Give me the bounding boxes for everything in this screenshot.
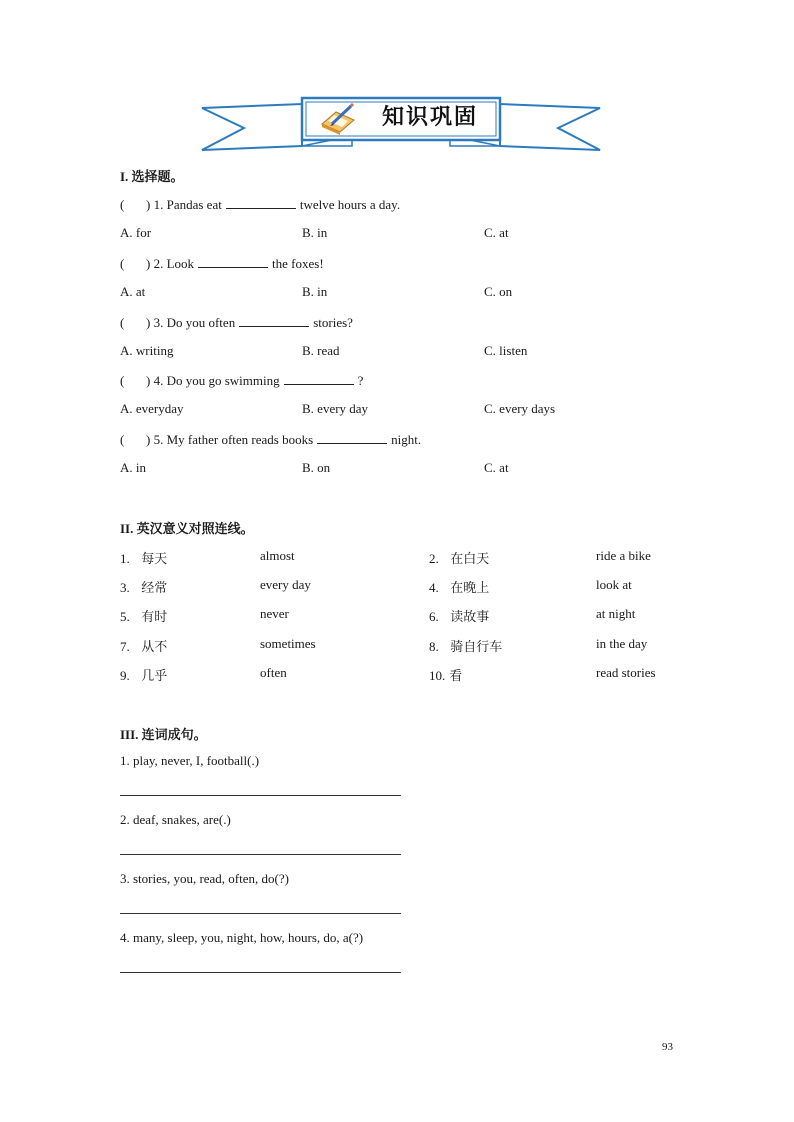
option-c: C. at (484, 225, 509, 240)
match-left-en: every day (260, 577, 311, 592)
answer-blank[interactable] (317, 431, 387, 444)
match-left-cn: 9. 几乎 (120, 668, 168, 684)
option-a: A. everyday (120, 401, 184, 416)
question-3: ( ) 3. Do you often stories? (120, 315, 353, 330)
section-1-heading: I. 选择题。 (120, 169, 184, 184)
option-b: B. in (302, 225, 328, 240)
option-b: B. every day (302, 401, 369, 416)
banner-title: 知识巩固 (382, 105, 479, 130)
option-b: B. on (302, 460, 331, 475)
match-left-en: almost (260, 548, 295, 563)
match-left-en: sometimes (260, 636, 316, 651)
option-c: C. every days (484, 401, 556, 416)
answer-line[interactable] (120, 971, 401, 973)
match-right-cn: 10. 看 (429, 668, 463, 684)
question-4: ( ) 4. Do you go swimming ? (120, 373, 364, 388)
answer-blank[interactable] (284, 372, 354, 385)
answer-blank[interactable] (198, 255, 268, 268)
question-2: ( ) 2. Look the foxes! (120, 256, 324, 271)
match-right-cn: 6. 读故事 (429, 609, 490, 625)
match-left-cn: 5. 有时 (120, 609, 168, 625)
option-c: C. at (484, 460, 509, 475)
option-a: A. writing (120, 343, 174, 358)
word-order-item-3: 3. stories, you, read, often, do(?) (120, 871, 289, 886)
page-number: 93 (662, 1041, 673, 1053)
answer-line[interactable] (120, 912, 401, 914)
match-right-en: at night (596, 606, 636, 621)
answer-blank[interactable] (239, 314, 309, 327)
match-right-cn: 2. 在白天 (429, 551, 490, 567)
match-right-cn: 4. 在晚上 (429, 580, 490, 596)
answer-line[interactable] (120, 794, 401, 796)
section-2-heading: II. 英汉意义对照连线。 (120, 521, 254, 536)
option-b: B. read (302, 343, 340, 358)
section-3-heading: III. 连词成句。 (120, 727, 207, 742)
option-a: A. at (120, 284, 146, 299)
word-order-item-2: 2. deaf, snakes, are(.) (120, 812, 231, 827)
match-right-cn: 8. 骑自行车 (429, 639, 503, 655)
match-left-cn: 1. 每天 (120, 551, 168, 567)
match-left-cn: 3. 经常 (120, 580, 168, 596)
match-right-en: ride a bike (596, 548, 651, 563)
word-order-item-1: 1. play, never, I, football(.) (120, 753, 260, 768)
option-c: C. on (484, 284, 513, 299)
match-left-cn: 7. 从不 (120, 639, 168, 655)
match-right-en: look at (596, 577, 632, 592)
notebook-pencil-icon (318, 102, 358, 138)
word-order-item-4: 4. many, sleep, you, night, how, hours, do, a(?) (120, 930, 364, 945)
question-5: ( ) 5. My father often reads books night. (120, 432, 422, 447)
question-1: ( ) 1. Pandas eat twelve hours a day. (120, 197, 401, 212)
match-right-en: in the day (596, 636, 648, 651)
option-c: C. listen (484, 343, 528, 358)
match-right-en: read stories (596, 665, 656, 680)
option-a: A. for (120, 225, 152, 240)
answer-blank[interactable] (226, 196, 296, 209)
option-b: B. in (302, 284, 328, 299)
match-left-en: often (260, 665, 287, 680)
answer-line[interactable] (120, 853, 401, 855)
match-left-en: never (260, 606, 289, 621)
option-a: A. in (120, 460, 146, 475)
